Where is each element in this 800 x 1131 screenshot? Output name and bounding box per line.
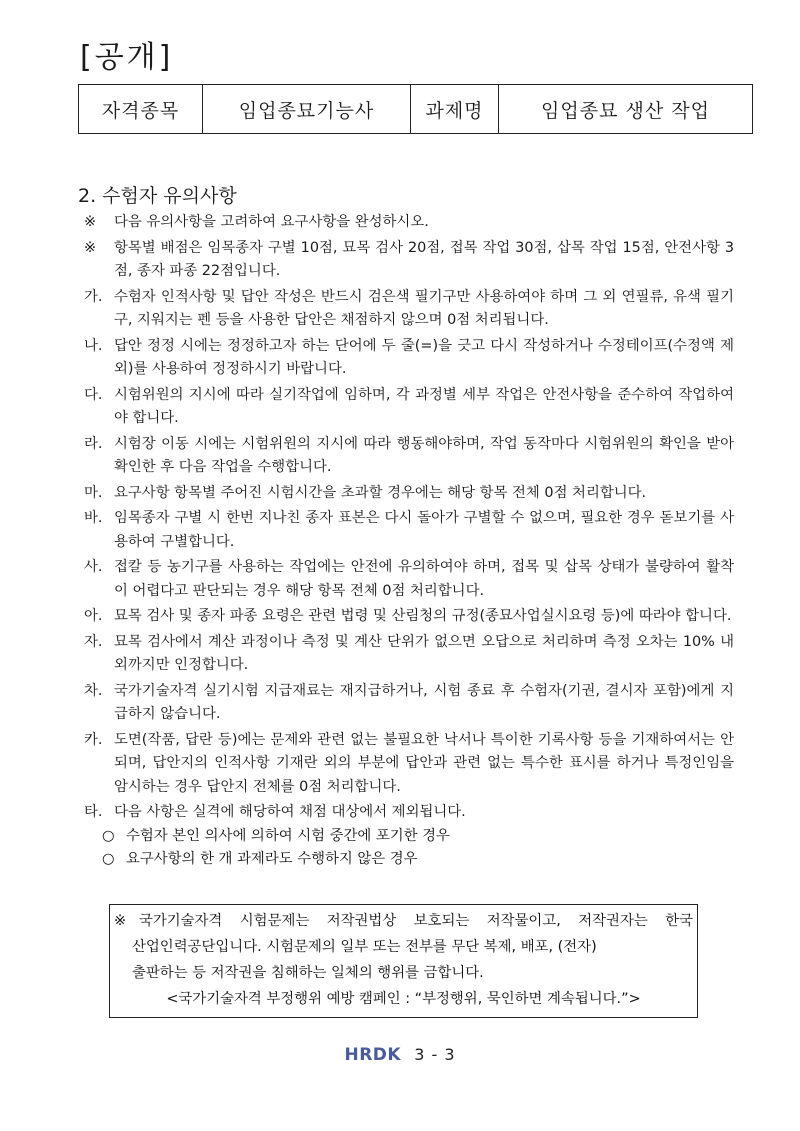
note-marker: 자. (84, 633, 103, 650)
public-tag: [공개] (80, 40, 174, 75)
copyright-line: 출판하는 등 저작권을 침해하는 일체의 행위를 금합니다. (132, 965, 484, 981)
note-marker: 카. (84, 731, 103, 748)
note-item (84, 801, 734, 825)
note-text: 다음 사항은 실격에 해당하여 채점 대상에서 제외됩니다. (114, 804, 466, 820)
qualification-label: 자격종목 (79, 85, 203, 134)
note-item (84, 433, 734, 480)
note-text: 접칼 등 농기구를 사용하는 작업에는 안전에 유의하여야 하며, 접목 및 삽목 상태가 불량하여 활착이 어렵다고 판단되는 경우 해당 항목 전체 0점 처리합니다. (114, 559, 734, 599)
disqualify-item (84, 825, 734, 849)
circle-bullet-icon: ○ (102, 827, 115, 844)
note-marker: 라. (84, 435, 103, 452)
note-marker: 바. (84, 510, 103, 526)
note-marker: ※ (84, 239, 97, 256)
note-text: 답안 정정 시에는 정정하고자 하는 단어에 두 줄(=)을 긋고 다시 작성하거나 수정테이프(수정액 제외)를 사용하여 정정하시기 바랍니다. (114, 337, 734, 377)
section-title: 2. 수험자 유의사항 (78, 185, 237, 207)
note-item (84, 605, 734, 629)
note-item (84, 211, 734, 235)
note-marker: ※ (84, 214, 97, 230)
note-marker: 차. (84, 682, 103, 699)
note-item (84, 482, 734, 506)
note-marker: 다. (84, 386, 103, 403)
note-text: 국가기술자격 실기시험 지급재료는 재지급하거나, 시험 종료 후 수험자(기권, 결시자 포함)에게 지급하지 않습니다. (114, 682, 734, 722)
note-marker: 마. (84, 484, 103, 501)
info-table (78, 84, 753, 134)
note-text: 항목별 배점은 임목종자 구별 10점, 묘목 검사 20점, 접목 작업 30점, 삽목 작업 15점, 안전사항 3점, 종자 파종 22점입니다. (114, 239, 734, 279)
note-item (84, 507, 734, 554)
hrdk-logo: HRDK (344, 1044, 402, 1065)
note-item (84, 729, 734, 800)
note-item (84, 556, 734, 603)
note-marker: 사. (84, 559, 103, 575)
disqualify-text: 요구사항의 한 개 과제라도 수행하지 않은 경우 (126, 851, 418, 867)
qualification-value: 임업종묘기능사 (203, 85, 411, 134)
note-text: 요구사항 항목별 주어진 시험시간을 초과할 경우에는 해당 항목 전체 0점 처리합니다. (114, 484, 647, 501)
task-label: 과제명 (411, 85, 499, 134)
page-footer (0, 1044, 800, 1065)
note-text: 시험위원의 지시에 따라 실기작업에 임하며, 각 과정별 세부 작업은 안전사항을 준수하여 작업하여야 합니다. (114, 386, 734, 426)
note-text: 묘목 검사 및 종자 파종 요령은 관련 법령 및 산림청의 규정(종묘사업실시요령 등)에 따라야 합니다. (114, 608, 732, 624)
note-marker: 가. (84, 288, 103, 305)
note-text: 묘목 검사에서 계산 과정이나 측정 및 계산 단위가 없으면 오답으로 처리하며 측정 오차는 10% 내외까지만 인정합니다. (114, 633, 734, 673)
note-text: 다음 유의사항을 고려하여 요구사항을 완성하시오. (114, 214, 429, 230)
task-value: 임업종묘 생산 작업 (499, 85, 753, 134)
note-item (84, 335, 734, 382)
info-row (79, 85, 753, 134)
note-text: 도면(작품, 답란 등)에는 문제와 관련 없는 불필요한 낙서나 특이한 기록사항 등을 기재하여서는 안 되며, 답안지의 인적사항 기재란 외의 부분에 답안과 관련 없는 특수한 표시를 하거나 특정인임을 암시하는 경우 답안지 전체를 0점 처리합니다. (114, 731, 734, 795)
page-number: 3 - 3 (414, 1045, 456, 1064)
copyright-line: ※국가기술자격 시험문제는 저작권법상 보호되는 저작물이고, 저작권자는 한국 (114, 913, 693, 929)
note-marker: 나. (84, 337, 103, 354)
note-text: 수험자 인적사항 및 답안 작성은 반드시 검은색 필기구만 사용하여야 하며 그 외 연필류, 유색 필기구, 지워지는 펜 등을 사용한 답안은 채점하지 않으며 0점 처리됩니다. (114, 288, 734, 328)
notes-list (84, 211, 734, 872)
note-text: 임목종자 구별 시 한번 지나친 종자 표본은 다시 돌아가 구별할 수 없으며, 필요한 경우 돋보기를 사용하여 구별합니다. (114, 510, 734, 550)
note-item (84, 680, 734, 727)
note-marker: 아. (84, 608, 103, 624)
disqualify-item (84, 848, 734, 872)
copyright-notice (109, 904, 698, 1018)
note-marker: 타. (84, 804, 103, 820)
note-text: 시험장 이동 시에는 시험위원의 지시에 따라 행동해야하며, 작업 동작마다 시험위원의 확인을 받아 확인한 후 다음 작업을 수행합니다. (114, 435, 734, 475)
copyright-line: 산업인력공단입니다. 시험문제의 일부 또는 전부를 무단 복제, 배포, (전자) (132, 939, 597, 955)
note-item (84, 286, 734, 333)
disqualify-text: 수험자 본인 의사에 의하여 시험 중간에 포기한 경우 (126, 827, 450, 844)
note-item (84, 384, 734, 431)
circle-bullet-icon: ○ (102, 851, 115, 867)
disqualify-list (84, 825, 734, 872)
note-item (84, 237, 734, 284)
campaign-slogan: <국가기술자격 부정행위 예방 캠페인 : “부정행위, 묵인하면 계속됩니다.”> (166, 991, 641, 1007)
note-item (84, 631, 734, 678)
